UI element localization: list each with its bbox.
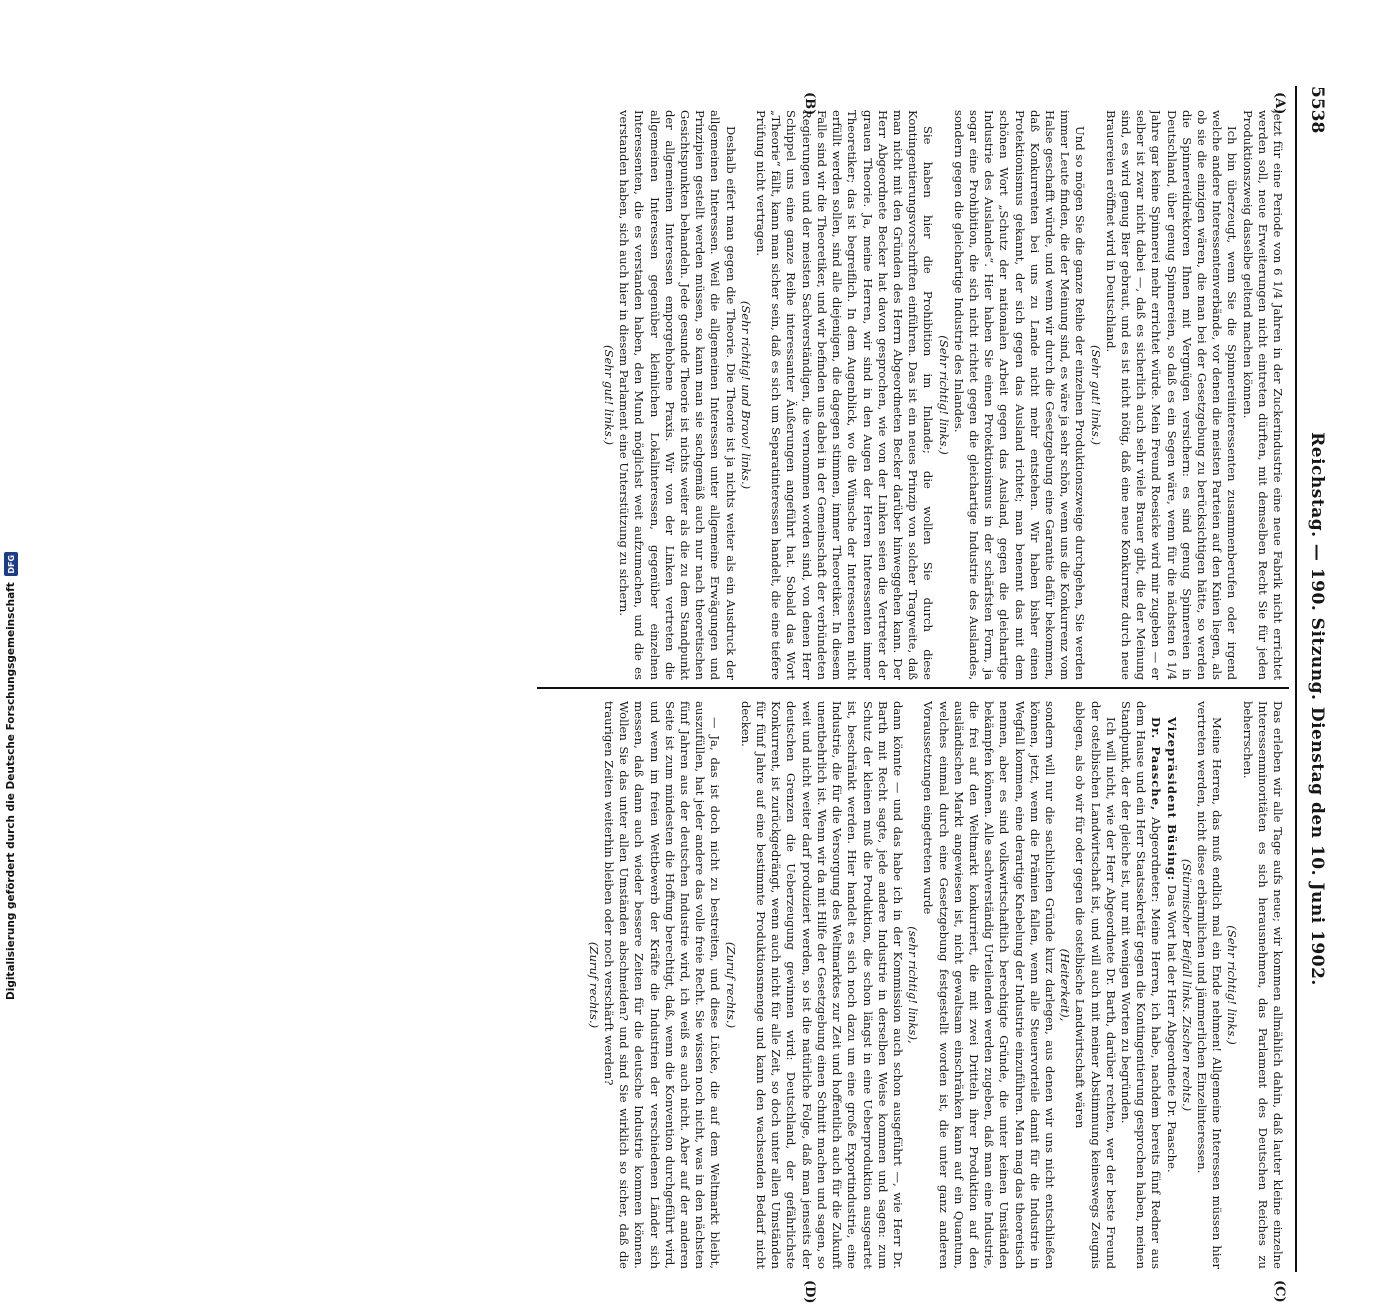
- column-divider: [537, 687, 1289, 689]
- reaction-note: (Sehr richtig! links.): [1225, 925, 1240, 1045]
- left-column: [525, 110, 1285, 680]
- speaker-paragraph: [1163, 701, 1178, 1269]
- running-title: Reichstag. — 190. Sitzung. Dienstag den 10. Juni 1902.: [1307, 432, 1327, 986]
- reaction-note: (Sehr gut! links.): [1088, 345, 1103, 445]
- reaction-note: (sehr richtig! links),: [906, 926, 921, 1044]
- speaker-paragraph: [1118, 701, 1164, 1269]
- margin-letter-a: (A): [1272, 92, 1287, 115]
- speaker-text: Abgeordneter: Meine Herren, ich habe, nachdem bereits fünf Redner aus dem Hause und ein Herr Staatssekretär gegen die Kontingentierung gesprochen haben, meinen Standpunkt, der der gleiche ist, nur mit wenigen Worten zu begründen.: [1118, 701, 1164, 1269]
- page-header: [1295, 86, 1327, 1272]
- reaction-note: (Sehr richtig! und Bravo! links.): [738, 300, 753, 490]
- reaction-note: (Heiterkeit),: [1058, 948, 1073, 1022]
- margin-letter-b: (B): [802, 92, 817, 116]
- reaction-note: (Stürmischer Beifall links. Zischen rechts.): [1179, 858, 1194, 1112]
- paragraph: Sie haben hier die Prohibition im Inlande; die wollen Sie durch diese Kontingentierungsvorschriften einführen. Das ist ein neues Prinzip von solcher Tragweite, daß man nicht mit den Gründen des Herrn Abgeordneten Becker darüber hinweggehen kann. Der Herr Abgeordnete Becker hat davon gesprochen, wie von der Linken seien die Vertreter der grauen Theorie. Ja, meine Herren, wir sind in den Augen der Herren Interessenten immer Theoretiker; das ist begreiflich. In dem Augenblick, wo die Wünsche der Interessenten nicht erfüllt werden sollen, sind alle diejenigen, die dagegen stimmen, immer Theoretiker. In diesem Falle sind wir die Theoretiker, und wir befinden uns dabei in der Gemeinschaft der verbündeten Regierungen und der meisten Sachverständigen, die vernommen worden sind, von denen Herr Schippel uns eine ganze Reihe interessanter Äußerungen angeführt hat. Sobald das Wort „Theorie“ fällt, kann man sicher sein, daß es sich um Separatinteressen handelt, die eine tiefere Prüfung nicht vertragen.: [754, 110, 936, 680]
- paragraph: Und so mögen Sie die ganze Reihe der einzelnen Produktionszweige durchgehen, Sie werden immer Leute finden, die der Meinung sind, es wäre ja sehr schön, wenn uns die Konkurrenz vom Halse geschafft würde, und wenn wir durch die Gesetzgebung eine Garantie dafür bekommen, daß Konkurrenten bei uns zu Lande nicht mehr entstehen. Wir haben bisher einen Protektionismus gekannt, der sich gegen das Ausland richtet; man benennt das mit dem schönen Wort „Schutz der nationalen Arbeit gegen das Ausland, gegen die gleichartige Industrie des Auslandes“. Hier haben Sie einen Protektionismus in der schärfsten Form, ja sogar eine Prohibition, die sich nicht richtet gegen die gleichartige Industrie des Auslandes, sondern gegen die gleichartige Industrie des Inlandes.: [951, 110, 1088, 680]
- speaker-name: Dr. Paasche,: [1149, 717, 1164, 812]
- paragraph: Ich will nicht, wie der Herr Abgeordnete Dr. Barth, darüber rechten, wer der beste Freund der ostelbischen Landwirtschaft ist, und will auch mit meiner Abstimmung keineswegs Zeugnis ablegen, als ob wir für oder gegen die ostelbische Landwirtschaft wären: [1073, 701, 1118, 1269]
- margin-letter-c: (C): [1272, 1280, 1287, 1303]
- dfg-logo-icon: DFG: [4, 552, 18, 576]
- paragraph: dann könnte — und das habe ich in der Kommission auch schon ausgeführt —, wie Herr Dr. Barth mit Recht sagte, jede andere Industrie in derselben Weise kommen und sagen: zum Schutz der kleinen muß die Produktion, die schon längst in eine Ueberproduktion ausgeartet ist, beschränkt werden. Hier handelt es sich noch dazu um eine große Exportindustrie, eine Industrie, die für die Versorgung des Weltmarktes zur Zeit und hoffentlich auch für die Zukunft unentbehrlich ist. Wenn wir da mit Hilfe der Gesetzgebung einen Schnitt machen und sagen, so weit und nicht weiter darf produziert werden, so ist die natürliche Folge, daß man jenseits der deutschen Grenzen die Ueberzeugung gewinnen wird: Deutschland, der gefährlichste Konkurrent, ist zurückgedrängt, wenn auch nicht für alle Zeit, so doch unter allen Umständen für fünf Jahre auf eine bestimmte Produktionsmenge und kann den wachsenden Bedarf nicht decken.: [738, 701, 905, 1269]
- page-number: 5538: [1307, 86, 1327, 134]
- paragraph: jetzt für eine Periode von 6 1/4 Jahren in der Zuckerindustrie eine neue Fabrik nicht errichtet werden soll, neue Erweiterungen nicht eintreten dürften, mit demselben Recht Sie für jeden Produktionszweig dasselbe geltend machen können.: [1240, 110, 1285, 680]
- reaction-note: (Zuruf rechts.): [723, 941, 738, 1029]
- speaker-text: Das Wort hat der Herr Abgeordnete Dr. Paasche.: [1164, 884, 1179, 1173]
- paragraph: Meine Herren, das muß endlich mal ein Ende nehmen! Allgemeine Interessen müssen hier vertreten werden, nicht diese erbärmlichen und jämmerlichen Einzelinteressen.: [1194, 701, 1225, 1269]
- digitization-banner: [0, 0, 22, 1000]
- speaker-name: Vizepräsident Büsing:: [1164, 717, 1179, 882]
- paragraph: — Ja, das ist doch nicht zu bestreiten, und diese Lücke, die auf dem Weltmarkt bleibt, auszufüllen, hat jeder andere das volle freie Recht. Sie wissen noch nicht, was in den nächsten fünf Jahren aus der deutschen Industrie wird, ich weiß es auch nicht. Aber auf der anderen Seite ist zum mindesten die Hoffung berechtigt, daß, wenn die Konvention durchgeführt wird, und wenn im freien Wettbewerb der Kräfte die Industrien der verschiedenen Länder sich messen, daß dann auch wieder bessere Zeiten für die deutsche Industrie kommen können. Wollen Sie das unter allen Umständen abschneiden? und sind Sie wirklich so sicher, daß die traurigen Zeiten weiterhin bleiben oder noch verschärft werden?: [602, 701, 723, 1269]
- reaction-note: (Sehr gut! links.): [602, 345, 617, 445]
- reaction-note: (Sehr richtig! links.): [936, 335, 951, 455]
- banner-text: Digitalisierung gefördert durch die Deutsche Forschungsgemeinschaft: [5, 582, 17, 1000]
- paragraph: sondern will nur die sachlichen Gründe kurz darlegen, aus denen wir uns nicht entschließen können, jetzt, wenn die Prämien fallen, wenn alle Steuervorteile damit für die Industrie in Wegfall kommen, eine derartige Knebelung der Industrie einzuführen. Man mag das theoretisch nennen, aber es sind volkswirtschaftlich berechtigte Gründe, die unter keinen Umständen bekämpfen können. Alle sachverständig Urteilenden werden zugeben, daß man eine Industrie, die frei auf den Weltmarkt konkurriert, die mit zwei Dritteln ihrer Produktion auf den ausländischen Markt angewiesen ist, nicht gewaltsam einschränken kann auf ein Quantum, welches einmal durch eine Gesetzgebung festgestellt worden ist, die unter ganz anderen Voraussetzungen eingetreten wurde: [921, 701, 1057, 1269]
- margin-letter-d: (D): [802, 1280, 817, 1304]
- paragraph: Ich bin überzeugt, wenn Sie die Spinnereiinteressenten zusammenberufen oder irgend welche andere Interessentenverbände, vor denen die meisten Parteien auf den Knien liegen, als ob sie die einzigen wären, die man bei der Gesetzgebung zu berücksichtigen hätte, so werden die Spinnereidirektoren Ihnen mit Vergnügen versichern: es sind genug Spinnereien in Deutschland, über genug Spinnereien, so daß es ein Segen wäre, wenn für die nächsten 6 1/4 Jahre gar keine Spinnerei mehr errichtet würde. Mein Freund Roesicke wird mir zugeben — er selber ist zwar nicht dabei —, daß es sicherlich auch sehr viele Brauer gibt, die der Meinung sind, es wird genug Bier gebraut, und es ist nicht nötig, daß eine neue Konkurrenz durch neue Brauereien eröffnet wird in Deutschland.: [1103, 110, 1240, 680]
- reaction-note: (Zuruf rechts.): [586, 941, 601, 1029]
- right-column: [525, 701, 1285, 1269]
- paragraph: Deshalb eifert man gegen die Theorie. Die Theorie ist ja nichts weiter als ein Ausdruck der allgemeinen Interessen. Weil die allgemeinen Interessen unter allgemeine Erwägungen und Prinzipien gestellt werden müssen, so kann man sie sachgemäß auch nur nach theoretischen Gesichtspunkten behandeln. Jede gesunde Theorie ist nichts weiter als die zu dem Standpunkt der allgemeinen Interessen emporgehobene Praxis. Wir von der Linken vertreten die allgemeinen Interessen gegenüber kleinlichen Lokalinteressen, gegenüber einzelnen Interessenten, die es verstanden haben, den Mund möglichst weit aufzumachen, und die es verstanden haben, sich auch hier in diesem Parlament eine Unterstützung zu sichern.: [617, 110, 738, 680]
- paragraph: Das erleben wir alle Tage aufs neue; wir kommen allmählich dahin, daß lauter kleine einzelne Interessenminoritäten es sich herausnehmen, das Parlament des Deutschen Reiches zu beherrschen.: [1240, 701, 1285, 1269]
